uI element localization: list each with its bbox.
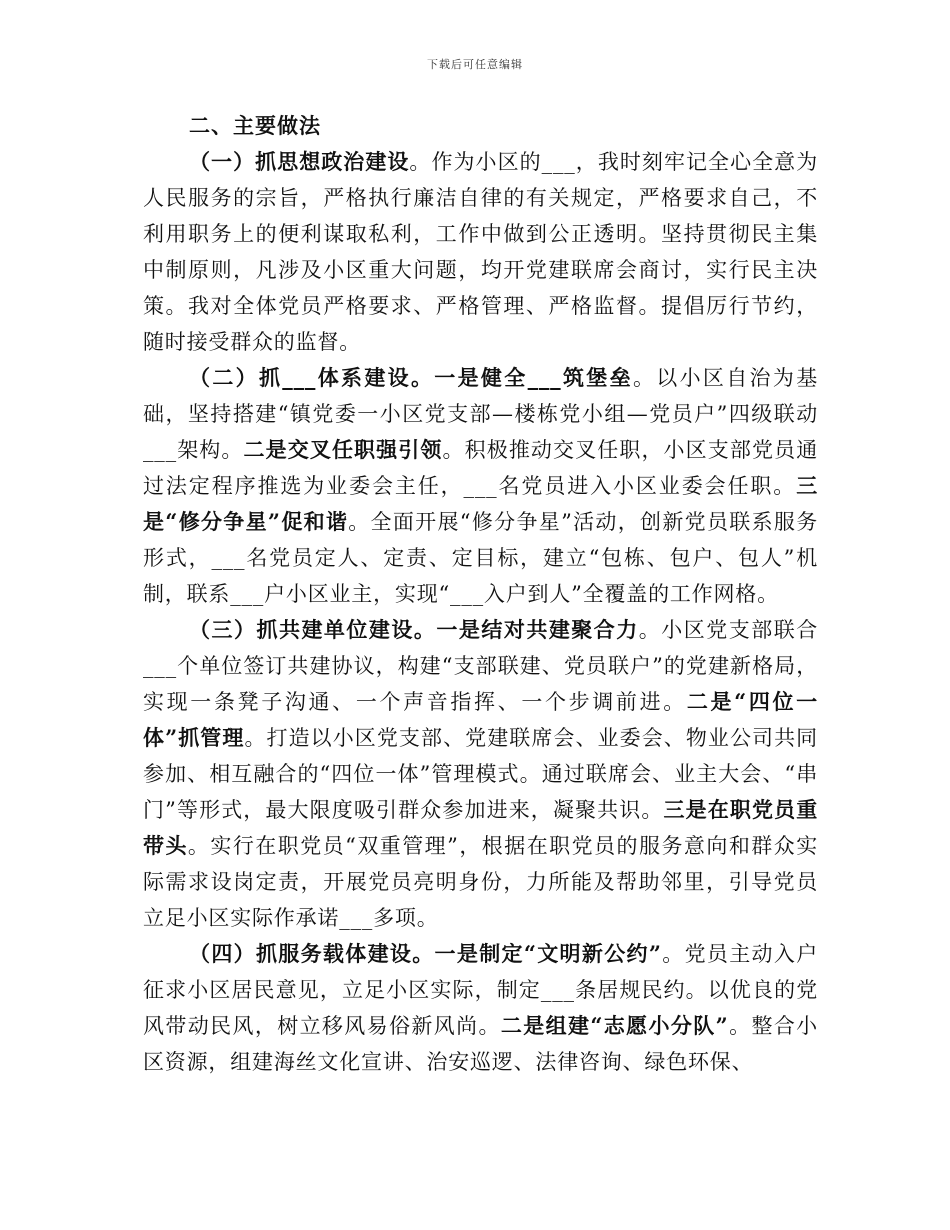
paragraph-4 — [143, 936, 818, 1080]
paragraph-run: 。打造以小区党支部、党建联席会、业委会、物业公司共同参加、相互融合的“四位一体”管理模式。通过联席会、业主大会、“串门”等形式，最大限度吸引群众参加进来，凝聚共识。 — [143, 726, 818, 822]
paragraph-run: 。以小区自治为基础，坚持搭建“镇党委一小区党支部—楼栋党小组—党员户”四级联动___架构。 — [143, 366, 818, 462]
paragraph-run: （四）抓服务载体建设。一是制定“文明新公约” — [189, 941, 662, 966]
page-header-note: 下载后可任意编辑 — [427, 58, 523, 71]
paragraph-run: 二是交叉任职强引领 — [243, 437, 443, 462]
paragraph-run: 二是组建“志愿小分队” — [500, 1013, 729, 1038]
paragraph-run: （二）抓___体系建设。一是健全___筑堡垒 — [189, 365, 633, 390]
section-heading: 二、主要做法 — [189, 113, 321, 138]
paragraph-3 — [143, 612, 818, 936]
paragraph-run: 。作为小区的___，我时刻牢记全心全意为人民服务的宗旨，严格执行廉洁自律的有关规定，严格要求自己，不利用职务上的便利谋取私利，工作中做到公正透明。坚持贯彻民主集中制原则，凡涉及小区重大问题，均开党建联席会商讨，实行民主决策。我对全体党员严格要求、严格管理、严格监督。提倡厉行节约，随时接受群众的监督。 — [143, 150, 819, 354]
paragraph-run: 。整合小区资源，组建海丝文化宣讲、治安巡逻、法律咨询、绿色环保、 — [143, 1014, 818, 1074]
document-body — [143, 108, 818, 1080]
paragraph-run: （三）抓共建单位建设。一是结对共建聚合力 — [189, 617, 639, 642]
paragraph-run: 。实行在职党员“双重管理”，根据在职党员的服务意向和群众实际需求设岗定责，开展党员亮明身份，力所能及帮助邻里，引导党员立足小区实际作承诺___多项。 — [143, 834, 818, 930]
paragraph-run: 二是“四位一体”抓管理 — [143, 689, 818, 750]
paragraph-run: 三是“修分争星”促和谐 — [143, 473, 818, 534]
paragraph-run: 。全面开展“修分争星”活动，创新党员联系服务形式，___名党员定人、定责、定目标，建立“包栋、包户、包人”机制，联系___户小区业主，实现“___入户到人”全覆盖的工作网格。 — [143, 510, 818, 606]
paragraph-2 — [143, 360, 818, 612]
paragraph-run: 三是在职党员重带头 — [143, 797, 818, 858]
paragraph-run: 。小区党支部联合___个单位签订共建协议，构建“支部联建、党员联户”的党建新格局，实现一条凳子沟通、一个声音指挥、一个步调前进。 — [143, 618, 819, 714]
paragraph-run: 。党员主动入户征求小区居民意见，立足小区实际，制定___条居规民约。以优良的党风带动民风，树立移风易俗新风尚。 — [143, 942, 818, 1038]
paragraph-run: （一）抓思想政治建设 — [189, 149, 410, 174]
paragraph-run: 。积极推动交叉任职，小区支部党员通过法定程序推选为业委会主任，___名党员进入小区业委会任职。 — [143, 438, 818, 498]
paragraph-1 — [143, 144, 818, 360]
